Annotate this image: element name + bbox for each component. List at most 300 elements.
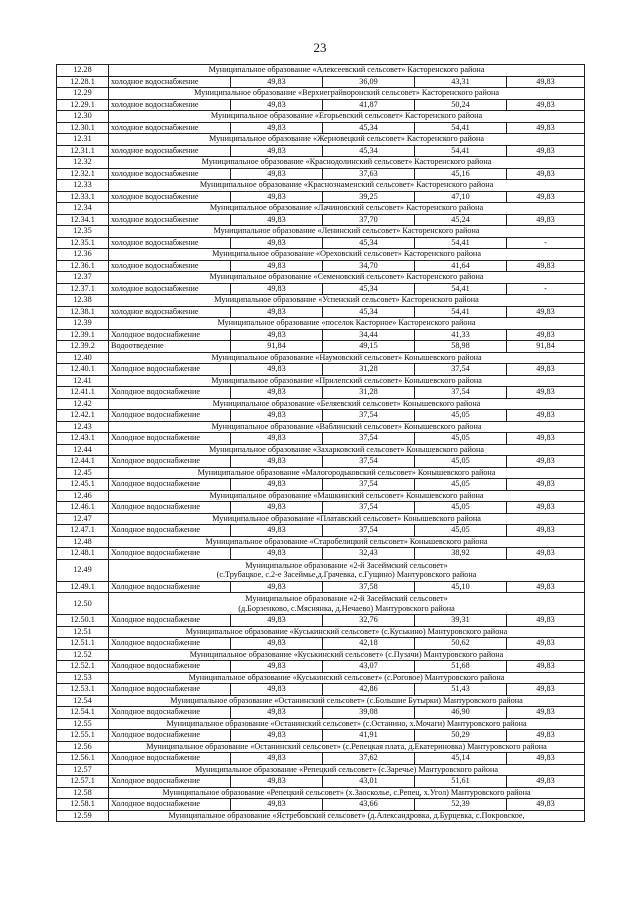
row-number: 12.47.1	[57, 525, 109, 537]
tariff-value: 49,83	[231, 329, 323, 341]
row-number: 12.55.1	[57, 730, 109, 742]
tariff-value: 37,63	[323, 168, 415, 180]
tariff-value: 49,83	[231, 684, 323, 696]
municipality-title: Муниципальное образование «поселок Касторное» Касторенского района	[109, 318, 585, 330]
section-row	[57, 626, 585, 638]
tariff-value: 41,87	[323, 99, 415, 111]
service-label: Водоотведение	[109, 341, 231, 353]
row-number: 12.48.1	[57, 548, 109, 560]
section-row	[57, 764, 585, 776]
tariff-value: 45,24	[415, 214, 507, 226]
tariff-value: 49,83	[231, 799, 323, 811]
service-label: Холодное водоснабжение	[109, 638, 231, 650]
service-label: холодное водоснабжение	[109, 260, 231, 272]
tariff-value: 49,83	[507, 76, 585, 88]
municipality-title-line: (с.Трубацкое, с.2-е Засеймье,д.Грачевка, с.Гущино) Мантуровского района	[216, 570, 477, 579]
municipality-title: Муниципальное образование «Останинский сельсовет» (с.Большие Бутырки) Мантуровского района	[109, 695, 585, 707]
tariff-value: 45,05	[415, 410, 507, 422]
tariff-value: 45,34	[323, 122, 415, 134]
table-row	[57, 341, 585, 353]
tariff-value: 49,83	[231, 283, 323, 295]
tariff-value: 52,39	[415, 799, 507, 811]
service-label: холодное водоснабжение	[109, 122, 231, 134]
section-row	[57, 65, 585, 77]
tariff-value: 49,83	[507, 799, 585, 811]
table-row	[57, 776, 585, 788]
tariff-value: 45,05	[415, 479, 507, 491]
tariff-table-body	[57, 65, 585, 822]
tariff-value: 37,54	[323, 433, 415, 445]
tariff-value: 37,54	[415, 387, 507, 399]
municipality-title: Муниципальное образование «Краснодолинский сельсовет» Касторенского района	[109, 157, 585, 169]
tariff-value: 49,83	[507, 615, 585, 627]
tariff-value: 50,24	[415, 99, 507, 111]
table-row	[57, 661, 585, 673]
tariff-value: 49,83	[231, 260, 323, 272]
municipality-title: Муниципальное образование «Краснознаменский сельсовет» Касторенского района	[109, 180, 585, 192]
table-row	[57, 214, 585, 226]
tariff-value: 45,34	[323, 306, 415, 318]
tariff-value: 49,83	[507, 168, 585, 180]
table-row	[57, 525, 585, 537]
tariff-value: 43,07	[323, 661, 415, 673]
row-number: 12.52.1	[57, 661, 109, 673]
section-row	[57, 111, 585, 123]
tariff-value: 49,83	[507, 548, 585, 560]
row-number: 12.28	[57, 65, 109, 77]
tariff-value: 49,83	[507, 684, 585, 696]
row-number: 12.48	[57, 536, 109, 548]
tariff-value: 43,66	[323, 799, 415, 811]
row-number: 12.51.1	[57, 638, 109, 650]
row-number: 12.53	[57, 672, 109, 684]
tariff-value: 49,83	[231, 581, 323, 593]
table-row	[57, 707, 585, 719]
service-label: холодное водоснабжение	[109, 237, 231, 249]
municipality-title: Муниципальное образование «Ленинский сельсовет» Касторенского района	[109, 226, 585, 238]
page-number: 23	[313, 40, 327, 55]
municipality-title: Муниципальное образование «Захарковский сельсовет» Конышевского района	[109, 444, 585, 456]
row-number: 12.58	[57, 787, 109, 799]
section-row	[57, 157, 585, 169]
municipality-title: Муниципальное образование «Куськинский сельсовет» (с.Куськино) Мантуровского района	[109, 626, 585, 638]
tariff-value: 49,83	[507, 306, 585, 318]
tariff-value: 45,05	[415, 456, 507, 468]
service-label: Холодное водоснабжение	[109, 410, 231, 422]
municipality-title: Муниципальное образование «Егорьевский сельсовет» Касторенского района	[109, 111, 585, 123]
tariff-value: 49,83	[231, 364, 323, 376]
tariff-value: 49,83	[231, 638, 323, 650]
tariff-value: 49,83	[231, 433, 323, 445]
tariff-value: 49,83	[507, 730, 585, 742]
section-row	[57, 672, 585, 684]
tariff-value: 49,83	[507, 479, 585, 491]
tariff-value: 45,34	[323, 237, 415, 249]
row-number: 12.32	[57, 157, 109, 169]
tariff-value: 45,05	[415, 502, 507, 514]
tariff-value: 37,54	[415, 364, 507, 376]
tariff-value: 54,41	[415, 122, 507, 134]
municipality-title: Муниципальное образование «Репецкий сельсовет» (х.Заосколье, с.Репец, х.Угол) Мантуровского района	[109, 787, 585, 799]
section-row	[57, 536, 585, 548]
section-row	[57, 513, 585, 525]
row-number: 12.29	[57, 88, 109, 100]
row-number: 12.43	[57, 421, 109, 433]
row-number: 12.45.1	[57, 479, 109, 491]
row-number: 12.52	[57, 649, 109, 661]
tariff-value: 49,83	[507, 214, 585, 226]
service-label: холодное водоснабжение	[109, 306, 231, 318]
service-label: Холодное водоснабжение	[109, 364, 231, 376]
row-number: 12.46	[57, 490, 109, 502]
tariff-value: 37,62	[323, 753, 415, 765]
row-number: 12.54	[57, 695, 109, 707]
tariff-value: 49,83	[231, 387, 323, 399]
service-label: Холодное водоснабжение	[109, 615, 231, 627]
tariff-value: 49,83	[507, 525, 585, 537]
tariff-value: 49,83	[231, 214, 323, 226]
row-number: 12.42	[57, 398, 109, 410]
tariff-value: 51,43	[415, 684, 507, 696]
tariff-value: 32,43	[323, 548, 415, 560]
row-number: 12.37.1	[57, 283, 109, 295]
service-label: Холодное водоснабжение	[109, 433, 231, 445]
tariff-value: 49,83	[507, 260, 585, 272]
tariff-value: 54,41	[415, 237, 507, 249]
service-label: Холодное водоснабжение	[109, 730, 231, 742]
row-number: 12.40.1	[57, 364, 109, 376]
tariff-value: 49,83	[507, 581, 585, 593]
section-row	[57, 421, 585, 433]
section-row	[57, 398, 585, 410]
tariff-value: 49,83	[231, 122, 323, 134]
service-label: Холодное водоснабжение	[109, 581, 231, 593]
section-row	[57, 810, 585, 822]
tariff-value: 49,83	[507, 410, 585, 422]
table-row	[57, 433, 585, 445]
table-row	[57, 387, 585, 399]
table-row	[57, 730, 585, 742]
table-row	[57, 479, 585, 491]
row-number: 12.40	[57, 352, 109, 364]
tariff-value: 37,54	[323, 410, 415, 422]
tariff-value: 37,54	[323, 479, 415, 491]
tariff-value: 49,15	[323, 341, 415, 353]
tariff-value: 50,29	[415, 730, 507, 742]
row-number: 12.35.1	[57, 237, 109, 249]
municipality-title: Муниципальное образование «Ореховский сельсовет» Касторенского района	[109, 249, 585, 261]
municipality-title: Муниципальное образование «Жерновецкий сельсовет» Касторенского района	[109, 134, 585, 146]
row-number: 12.45	[57, 467, 109, 479]
row-number: 12.44	[57, 444, 109, 456]
row-number: 12.32.1	[57, 168, 109, 180]
table-row	[57, 237, 585, 249]
municipality-title: Муниципальное образование «Останинский сельсовет» (с.Репецкая плата, д.Екатериновка) Мантуровского района	[109, 741, 585, 753]
tariff-value: 49,83	[231, 145, 323, 157]
row-number: 12.55	[57, 718, 109, 730]
tariff-value: 58,98	[415, 341, 507, 353]
municipality-title: Муниципальное образование «Машкинский сельсовет» Конышевского района	[109, 490, 585, 502]
section-row	[57, 787, 585, 799]
service-label: Холодное водоснабжение	[109, 776, 231, 788]
row-number: 12.50	[57, 593, 109, 615]
tariff-value: 39,08	[323, 707, 415, 719]
row-number: 12.57	[57, 764, 109, 776]
tariff-value: 49,83	[231, 707, 323, 719]
tariff-value: 49,83	[231, 525, 323, 537]
tariff-value: 51,68	[415, 661, 507, 673]
row-number: 12.33.1	[57, 191, 109, 203]
municipality-title: Муниципальное образование «Останинский сельсовет» (с.Останино, х.Мочаги) Мантуровского района	[109, 718, 585, 730]
tariff-value: 37,54	[323, 525, 415, 537]
tariff-value: 49,83	[231, 753, 323, 765]
tariff-value: 49,83	[507, 753, 585, 765]
municipality-title-line: Муниципальное образование «2-й Засеймский сельсовет»	[245, 594, 448, 603]
tariff-value: 49,83	[507, 329, 585, 341]
row-number: 12.34	[57, 203, 109, 215]
municipality-title: Муниципальное образование «Верхнеграйворонский сельсовет» Касторенского района	[109, 88, 585, 100]
tariff-value: 49,83	[507, 145, 585, 157]
row-number: 12.31	[57, 134, 109, 146]
tariff-value: 38,92	[415, 548, 507, 560]
service-label: холодное водоснабжение	[109, 99, 231, 111]
table-row	[57, 76, 585, 88]
row-number: 12.38	[57, 295, 109, 307]
municipality-title: Муниципальное образование «Успенский сельсовет» Касторенского района	[109, 295, 585, 307]
section-row	[57, 249, 585, 261]
tariff-value: 47,10	[415, 191, 507, 203]
tariff-value: 49,83	[507, 191, 585, 203]
tariff-value: 49,83	[507, 364, 585, 376]
municipality-title: Муниципальное образование «Платавский сельсовет» Конышевского района	[109, 513, 585, 525]
row-number: 12.51	[57, 626, 109, 638]
tariff-value: 36,09	[323, 76, 415, 88]
table-row	[57, 799, 585, 811]
table-row	[57, 615, 585, 627]
municipality-title: Муниципальное образование «Прилепский сельсовет» Конышевского района	[109, 375, 585, 387]
municipality-title: Муниципальное образование «Семеновский сельсовет» Касторенского района	[109, 272, 585, 284]
municipality-title-line: Муниципальное образование «2-й Засеймский сельсовет»	[245, 560, 448, 570]
row-number: 12.56	[57, 741, 109, 753]
section-row	[57, 180, 585, 192]
tariff-value: 49,83	[231, 548, 323, 560]
row-number: 12.44.1	[57, 456, 109, 468]
municipality-title: Муниципальное образование «Старобелицкий сельсовет» Конышевского района	[109, 536, 585, 548]
tariff-value: 49,83	[507, 502, 585, 514]
service-label: Холодное водоснабжение	[109, 707, 231, 719]
service-label: Холодное водоснабжение	[109, 479, 231, 491]
municipality-title: Муниципальное образование «Куськинский сельсовет» (с.Пузачи) Мантуровского района	[109, 649, 585, 661]
tariff-value: 49,83	[507, 661, 585, 673]
section-row	[57, 593, 585, 615]
tariff-value: 49,83	[231, 306, 323, 318]
table-row	[57, 410, 585, 422]
municipality-title: Муниципальное образование «Алексеевский сельсовет» Касторенского района	[109, 65, 585, 77]
section-row	[57, 490, 585, 502]
row-number: 12.39.2	[57, 341, 109, 353]
table-row	[57, 456, 585, 468]
service-label: Холодное водоснабжение	[109, 456, 231, 468]
row-number: 12.49.1	[57, 581, 109, 593]
tariff-value: 45,10	[415, 581, 507, 593]
table-row	[57, 684, 585, 696]
service-label: холодное водоснабжение	[109, 76, 231, 88]
municipality-title: Муниципальное образование «Беляевский сельсовет» Конышевского района	[109, 398, 585, 410]
section-row	[57, 649, 585, 661]
tariff-value: 41,91	[323, 730, 415, 742]
service-label: холодное водоснабжение	[109, 191, 231, 203]
tariff-value: 37,54	[323, 502, 415, 514]
table-row	[57, 753, 585, 765]
section-row	[57, 375, 585, 387]
tariff-value: 42,86	[323, 684, 415, 696]
section-row	[57, 318, 585, 330]
table-row	[57, 145, 585, 157]
table-row	[57, 168, 585, 180]
section-row	[57, 226, 585, 238]
table-row	[57, 99, 585, 111]
service-label: холодное водоснабжение	[109, 145, 231, 157]
row-number: 12.49	[57, 559, 109, 581]
tariff-value: 43,01	[323, 776, 415, 788]
tariff-value: 39,31	[415, 615, 507, 627]
tariff-value: 37,70	[323, 214, 415, 226]
table-row	[57, 364, 585, 376]
tariff-value: 49,83	[231, 168, 323, 180]
tariff-value: 45,05	[415, 433, 507, 445]
section-row	[57, 295, 585, 307]
tariff-value: 31,28	[323, 387, 415, 399]
tariff-value: 49,83	[231, 237, 323, 249]
municipality-title	[109, 593, 585, 615]
section-row	[57, 203, 585, 215]
tariff-value: 49,83	[507, 638, 585, 650]
tariff-value: 49,83	[231, 76, 323, 88]
table-row	[57, 502, 585, 514]
row-number: 12.56.1	[57, 753, 109, 765]
section-row	[57, 444, 585, 456]
municipality-title: Муниципальное образование «Наумовский сельсовет» Конышевского района	[109, 352, 585, 364]
row-number: 12.50.1	[57, 615, 109, 627]
row-number: 12.29.1	[57, 99, 109, 111]
service-label: Холодное водоснабжение	[109, 753, 231, 765]
row-number: 12.43.1	[57, 433, 109, 445]
row-number: 12.36.1	[57, 260, 109, 272]
row-number: 12.46.1	[57, 502, 109, 514]
section-row	[57, 88, 585, 100]
municipality-title: Муниципальное образование «Ястребовский сельсовет» (д.Александровка, д.Бурцевка, с.Покровское,	[109, 810, 585, 822]
tariff-value: 49,83	[231, 410, 323, 422]
service-label: Холодное водоснабжение	[109, 548, 231, 560]
row-number: 12.30	[57, 111, 109, 123]
tariff-value: 49,83	[507, 433, 585, 445]
row-number: 12.39	[57, 318, 109, 330]
row-number: 12.37	[57, 272, 109, 284]
row-number: 12.31.1	[57, 145, 109, 157]
tariff-value: 49,83	[231, 776, 323, 788]
tariff-value: 49,83	[231, 730, 323, 742]
tariff-value: 34,70	[323, 260, 415, 272]
tariff-value: 54,41	[415, 283, 507, 295]
municipality-title: Муниципальное образование «Куськинский сельсовет» (с.Роговое) Мантуровского района	[109, 672, 585, 684]
tariff-value: 46,90	[415, 707, 507, 719]
tariff-value: 49,83	[231, 456, 323, 468]
tariff-value: 54,41	[415, 306, 507, 318]
tariff-value: 45,16	[415, 168, 507, 180]
municipality-title: Муниципальное образование «Малогородьковский сельсовет» Конышевского района	[109, 467, 585, 479]
tariff-value: 41,64	[415, 260, 507, 272]
tariff-value: 49,83	[507, 776, 585, 788]
service-label: холодное водоснабжение	[109, 214, 231, 226]
tariff-value: 49,83	[231, 99, 323, 111]
row-number: 12.33	[57, 180, 109, 192]
tariff-value: 41,33	[415, 329, 507, 341]
table-row	[57, 283, 585, 295]
tariff-value: 37,58	[323, 581, 415, 593]
tariff-value: 49,83	[507, 122, 585, 134]
row-number: 12.34.1	[57, 214, 109, 226]
tariff-value: 39,25	[323, 191, 415, 203]
section-row	[57, 718, 585, 730]
tariff-value: 34,44	[323, 329, 415, 341]
service-label: Холодное водоснабжение	[109, 329, 231, 341]
municipality-title	[109, 559, 585, 581]
tariff-value: 91,84	[507, 341, 585, 353]
row-number: 12.42.1	[57, 410, 109, 422]
municipality-title: Муниципальное образование «Лачиновский сельсовет» Касторенского района	[109, 203, 585, 215]
tariff-value: 45,34	[323, 145, 415, 157]
row-number: 12.53.1	[57, 684, 109, 696]
row-number: 12.54.1	[57, 707, 109, 719]
tariff-value: 49,83	[507, 99, 585, 111]
tariff-value: 37,54	[323, 456, 415, 468]
table-row	[57, 548, 585, 560]
section-row	[57, 695, 585, 707]
municipality-title: Муниципальное образование «Репецкий сельсовет» (с.Заречье) Мантуровского района	[109, 764, 585, 776]
table-row	[57, 638, 585, 650]
service-label: Холодное водоснабжение	[109, 502, 231, 514]
row-number: 12.36	[57, 249, 109, 261]
municipality-title-line: (д.Борзенково, с.Мяснянка, д.Нечаево) Мантуровского района	[238, 603, 455, 613]
tariff-value: 49,83	[507, 456, 585, 468]
tariff-value: 42,18	[323, 638, 415, 650]
table-row	[57, 306, 585, 318]
row-number: 12.30.1	[57, 122, 109, 134]
row-number: 12.47	[57, 513, 109, 525]
municipality-title: Муниципальное образование «Ваблинский сельсовет» Конышевского района	[109, 421, 585, 433]
tariff-value: -	[507, 283, 585, 295]
row-number: 12.58.1	[57, 799, 109, 811]
tariff-value: 51,61	[415, 776, 507, 788]
table-row	[57, 260, 585, 272]
section-row	[57, 741, 585, 753]
section-row	[57, 272, 585, 284]
tariff-value: 49,83	[231, 479, 323, 491]
row-number: 12.39.1	[57, 329, 109, 341]
tariff-value: 49,83	[231, 615, 323, 627]
service-label: холодное водоснабжение	[109, 283, 231, 295]
section-row	[57, 352, 585, 364]
tariff-value: 49,83	[231, 661, 323, 673]
tariff-value: 54,41	[415, 145, 507, 157]
tariff-value: 91,84	[231, 341, 323, 353]
service-label: Холодное водоснабжение	[109, 661, 231, 673]
tariff-table	[56, 64, 585, 822]
tariff-value: 43,31	[415, 76, 507, 88]
row-number: 12.41	[57, 375, 109, 387]
table-row	[57, 581, 585, 593]
tariff-value: 50,62	[415, 638, 507, 650]
